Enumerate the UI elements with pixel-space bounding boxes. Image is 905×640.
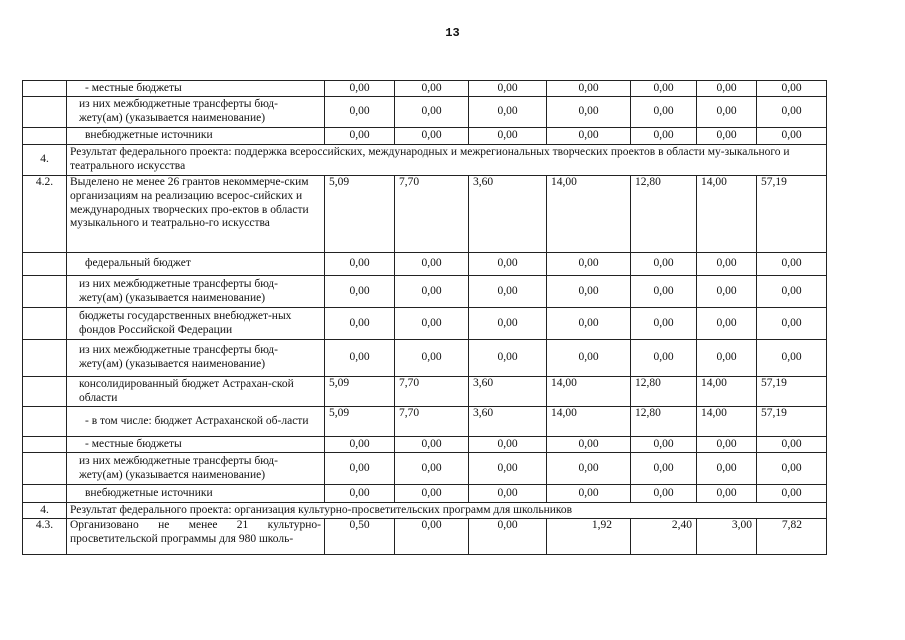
value-cell: 12,80 [631,407,697,437]
row-label: федеральный бюджет [67,253,325,276]
value-cell: 0,00 [325,128,395,145]
value-cell: 0,00 [325,437,395,453]
value-cell: 0,00 [395,308,469,340]
row-label: из них межбюджетные трансферты бюд-жету(ам) (указывается наименование) [67,453,325,485]
value-cell: 0,00 [697,340,757,377]
value-cell: 14,00 [547,377,631,407]
value-cell: 0,00 [547,128,631,145]
value-cell: 0,00 [469,308,547,340]
table-row [23,97,827,128]
row-index: 4.2. [23,176,67,253]
value-cell: 0,00 [697,453,757,485]
value-cell: 0,00 [697,437,757,453]
row-label: Организовано не менее 21 культурно-просветительской программы для 980 школь- [67,519,325,555]
value-cell: 0,00 [395,340,469,377]
row-label: - местные бюджеты [67,437,325,453]
table-row [23,377,827,407]
section-title: Результат федерального проекта: поддержка всероссийских, международных и межрегиональных творческих проектов в области му-зыкального и театрального искусства [67,145,827,176]
value-cell: 0,00 [631,340,697,377]
row-label: Выделено не менее 26 грантов некоммерче-ским организациям на реализацию всерос-сийских и международных творческих про-ектов в области музыкального и театрально-го искусства [67,176,325,253]
value-cell: 57,19 [757,407,827,437]
value-cell: 0,00 [757,485,827,503]
value-cell: 0,00 [757,128,827,145]
value-cell: 0,00 [757,453,827,485]
row-label: из них межбюджетные трансферты бюд-жету(ам) (указывается наименование) [67,340,325,377]
value-cell: 14,00 [697,407,757,437]
value-cell: 14,00 [547,176,631,253]
value-cell: 5,09 [325,407,395,437]
value-cell: 0,00 [697,485,757,503]
value-cell: 0,00 [757,97,827,128]
row-label: консолидированный бюджет Астрахан-ской области [67,377,325,407]
section-row [23,145,827,176]
table-row [23,485,827,503]
value-cell: 0,00 [469,97,547,128]
section-index: 4. [23,145,67,176]
value-cell: 1,92 [547,519,631,555]
table-row [23,340,827,377]
row-index [23,437,67,453]
table-row [23,519,827,555]
value-cell: 0,00 [631,485,697,503]
value-cell: 0,00 [757,253,827,276]
table-row [23,437,827,453]
table-row [23,128,827,145]
value-cell: 7,82 [757,519,827,555]
table-row [23,453,827,485]
row-label: внебюджетные источники [67,485,325,503]
row-index [23,128,67,145]
value-cell: 14,00 [547,407,631,437]
value-cell: 0,00 [395,519,469,555]
value-cell: 14,00 [697,377,757,407]
value-cell: 0,00 [547,276,631,308]
value-cell: 0,00 [547,485,631,503]
table-row [23,308,827,340]
value-cell: 0,00 [547,253,631,276]
value-cell: 3,00 [697,519,757,555]
value-cell: 0,00 [757,308,827,340]
value-cell: 7,70 [395,377,469,407]
row-index [23,340,67,377]
value-cell: 0,00 [395,437,469,453]
value-cell: 0,00 [697,128,757,145]
value-cell: 0,00 [697,97,757,128]
section-index: 4. [23,503,67,519]
value-cell: 0,00 [697,81,757,97]
value-cell: 12,80 [631,377,697,407]
value-cell: 2,40 [631,519,697,555]
row-index [23,377,67,407]
value-cell: 0,00 [325,253,395,276]
value-cell: 0,00 [395,453,469,485]
value-cell: 0,00 [325,308,395,340]
value-cell: 5,09 [325,176,395,253]
value-cell: 0,00 [325,81,395,97]
value-cell: 0,00 [395,485,469,503]
value-cell: 3,60 [469,407,547,437]
value-cell: 0,00 [469,519,547,555]
value-cell: 3,60 [469,377,547,407]
value-cell: 0,00 [757,81,827,97]
value-cell: 0,00 [631,276,697,308]
table-row [23,407,827,437]
value-cell: 5,09 [325,377,395,407]
value-cell: 0,00 [395,253,469,276]
value-cell: 0,00 [469,485,547,503]
row-index [23,485,67,503]
value-cell: 0,00 [395,128,469,145]
value-cell: 0,00 [631,81,697,97]
value-cell: 0,00 [547,97,631,128]
value-cell: 0,00 [631,453,697,485]
value-cell: 0,00 [325,97,395,128]
budget-table [22,80,827,555]
value-cell: 0,00 [395,81,469,97]
row-index [23,97,67,128]
value-cell: 0,00 [631,308,697,340]
value-cell: 0,00 [547,453,631,485]
value-cell: 0,00 [469,276,547,308]
table-row [23,276,827,308]
value-cell: 0,00 [469,81,547,97]
value-cell: 0,00 [757,276,827,308]
value-cell: 0,00 [547,340,631,377]
value-cell: 57,19 [757,176,827,253]
row-label: - в том числе: бюджет Астраханской об-ласти [67,407,325,437]
value-cell: 0,00 [395,97,469,128]
row-label: внебюджетные источники [67,128,325,145]
value-cell: 0,00 [325,453,395,485]
value-cell: 0,00 [395,276,469,308]
value-cell: 3,60 [469,176,547,253]
value-cell: 14,00 [697,176,757,253]
value-cell: 12,80 [631,176,697,253]
value-cell: 0,00 [547,308,631,340]
value-cell: 0,00 [757,340,827,377]
value-cell: 7,70 [395,176,469,253]
section-row [23,503,827,519]
row-label: из них межбюджетные трансферты бюд-жету(ам) (указывается наименование) [67,97,325,128]
value-cell: 0,00 [697,308,757,340]
value-cell: 0,00 [469,128,547,145]
value-cell: 7,70 [395,407,469,437]
row-index [23,308,67,340]
table-row [23,253,827,276]
value-cell: 0,00 [631,97,697,128]
value-cell: 0,00 [631,128,697,145]
row-label: из них межбюджетные трансферты бюд-жету(ам) (указывается наименование) [67,276,325,308]
value-cell: 0,00 [469,437,547,453]
value-cell: 0,00 [757,437,827,453]
value-cell: 0,50 [325,519,395,555]
value-cell: 0,00 [325,276,395,308]
row-index [23,253,67,276]
row-index [23,276,67,308]
value-cell: 0,00 [469,253,547,276]
value-cell: 0,00 [325,340,395,377]
table-row [23,176,827,253]
value-cell: 0,00 [547,81,631,97]
row-index [23,81,67,97]
value-cell: 0,00 [469,453,547,485]
value-cell: 0,00 [469,340,547,377]
row-index [23,453,67,485]
row-index [23,407,67,437]
section-title: Результат федерального проекта: организация культурно-просветительских программ для школьников [67,503,827,519]
value-cell: 0,00 [325,485,395,503]
value-cell: 57,19 [757,377,827,407]
value-cell: 0,00 [697,276,757,308]
value-cell: 0,00 [631,253,697,276]
value-cell: 0,00 [631,437,697,453]
row-index: 4.3. [23,519,67,555]
page-number: 13 [445,26,460,40]
row-label: - местные бюджеты [67,81,325,97]
value-cell: 0,00 [547,437,631,453]
row-label: бюджеты государственных внебюджет-ных фондов Российской Федерации [67,308,325,340]
table-row [23,81,827,97]
value-cell: 0,00 [697,253,757,276]
